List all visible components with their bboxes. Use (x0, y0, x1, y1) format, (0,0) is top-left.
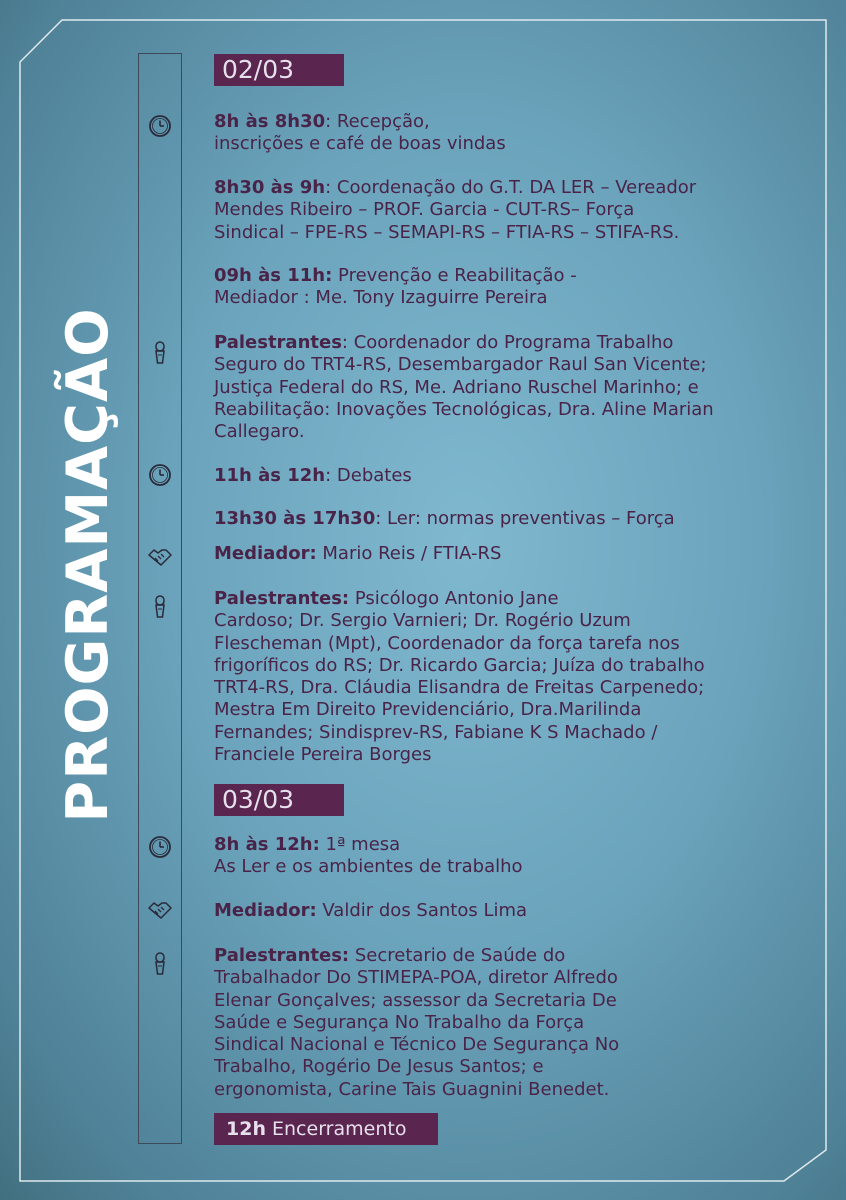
schedule-item: 11h às 12h: Debates (214, 465, 412, 486)
schedule-item: Palestrantes: Coordenador do Programa Trabalho Seguro do TRT4-RS, Desembargador Raul San Vicente; Justiça Federal do RS, Me. Adriano Ruschel Marinho; e Reabilitação: Inovações Tecnológicas, Dra. Aline Marian Callegaro. (214, 332, 714, 443)
clock-icon (147, 462, 173, 488)
schedule-item: 8h às 8h30: Recepção, inscrições e café de boas vindas (214, 111, 506, 155)
schedule-item: 13h30 às 17h30: Ler: normas preventivas – Força (214, 508, 675, 529)
schedule-item: Palestrantes: Secretario de Saúde do Trabalhador Do STIMEPA-POA, diretor Alfredo Elenar Gonçalves; assessor da Secretaria De Saúde e Segurança No Trabalho da Força Sindical Nacional e Técnico De Segurança No Trabalho, Rogério De Jesus Santos; e ergonomista, Carine Tais Guagnini Benedet. (214, 945, 620, 1100)
date-badge-day2: 03/03 (214, 784, 344, 816)
schedule-item: Palestrantes: Psicólogo Antonio Jane Cardoso; Dr. Sergio Varnieri; Dr. Rogério Uzum Flescheman (Mpt), Coordenador da força tarefa nos frigoríficos do RS; Dr. Ricardo Garcia; Juíza do trabalho TRT4-RS, Dra. Cláudia Elisandra de Freitas Carpenedo; Mestra Em Direito Previdenciário, Dra.Marilinda Fernandes; Sindisprev-RS, Fabiane K S Machado / Franciele Pereira Borges (214, 588, 705, 766)
date-badge-day1: 02/03 (214, 54, 344, 86)
clock-icon (147, 834, 173, 860)
microphone-icon (147, 594, 173, 620)
closing-badge: 12h Encerramento (214, 1113, 438, 1145)
schedule-item: Mediador: Mario Reis / FTIA-RS (214, 543, 502, 564)
handshake-icon (147, 544, 173, 570)
schedule-item: 8h às 12h: 1ª mesa As Ler e os ambientes de trabalho (214, 834, 523, 878)
schedule-item: 09h às 11h: Prevenção e Reabilitação - Mediador : Me. Tony Izaguirre Pereira (214, 265, 577, 309)
microphone-icon (147, 951, 173, 977)
page-title: PROGRAMAÇÃO (55, 307, 121, 823)
schedule-item: Mediador: Valdir dos Santos Lima (214, 900, 528, 921)
handshake-icon (147, 897, 173, 923)
microphone-icon (147, 340, 173, 366)
clock-icon (147, 113, 173, 139)
schedule-item: 8h30 às 9h: Coordenação do G.T. DA LER – Vereador Mendes Ribeiro – PROF. Garcia - CUT-RS– Força Sindical – FPE-RS – SEMAPI-RS – FTIA-RS – STIFA-RS. (214, 177, 697, 243)
